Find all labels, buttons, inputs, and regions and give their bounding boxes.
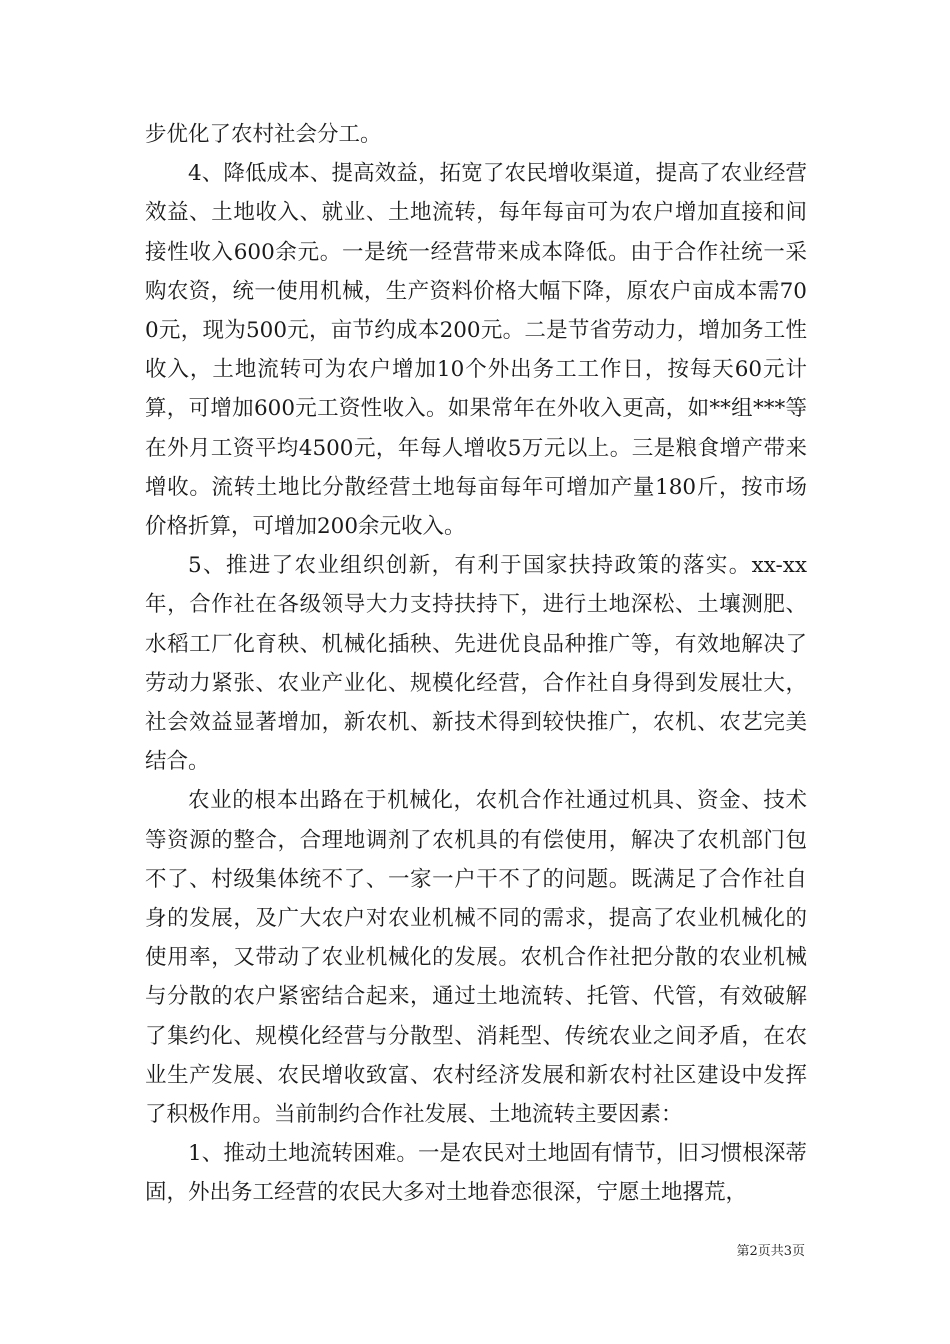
paragraph-1: 步优化了农村社会分工。 [145, 122, 382, 147]
paragraph-4: 农业的根本出路在于机械化，农机合作社通过机具、资金、技术等资源的整合，合理地调剂了农机具的有偿使用，解决了农机部门包不了、村级集体统不了、一家一户干不了的问题。既满足了合作社自身的发展，及广大农户对农业机械不同的需求，提高了农业机械化的使用率，又带动了农业机械化的发展。农机合作社把分散的农业机械与分散的农户紧密结合起来，通过土地流转、托管、代管，有效破解了集约化、规模化经营与分散型、消耗型、传统农业之间矛盾，在农业生产发展、农民增收致富、农村经济发展和新农村社区建设中发挥了积极作用。当前制约合作社发展、土地流转主要因素： [145, 788, 807, 1128]
document-body [145, 115, 807, 1213]
page-number: 第2页共3页 [736, 1244, 805, 1259]
paragraph-3: 5、推进了农业组织创新，有利于国家扶持政策的落实。xx-xx年，合作社在各级领导大力支持扶持下，进行土地深松、土壤测肥、水稻工厂化育秧、机械化插秧、先进优良品种推广等，有效地解决了劳动力紧张、农业产业化、规模化经营，合作社自身得到发展壮大，社会效益显著增加，新农机、新技术得到较快推广，农机、农艺完美结合。 [145, 553, 807, 775]
paragraph-2: 4、降低成本、提高效益，拓宽了农民增收渠道，提高了农业经营效益、土地收入、就业、土地流转，每年每亩可为农户增加直接和间接性收入600余元。一是统一经营带来成本降低。由于合作社统一采购农资，统一使用机械，生产资料价格大幅下降，原农户亩成本需700元，现为500元，亩节约成本200元。二是节省劳动力，增加务工性收入，土地流转可为农户增加10个外出务工工作日，按每天60元计算，可增加600元工资性收入。如果常年在外收入更高，如**组***等在外月工资平均4500元，年每人增收5万元以上。三是粮食增产带来增收。流转土地比分散经营土地每亩每年可增加产量180斤，按市场价格折算，可增加200余元收入。 [145, 161, 807, 540]
paragraph-5: 1、推动土地流转困难。一是农民对土地固有情节，旧习惯根深蒂固，外出务工经营的农民大多对土地眷恋很深，宁愿土地撂荒， [145, 1141, 807, 1206]
